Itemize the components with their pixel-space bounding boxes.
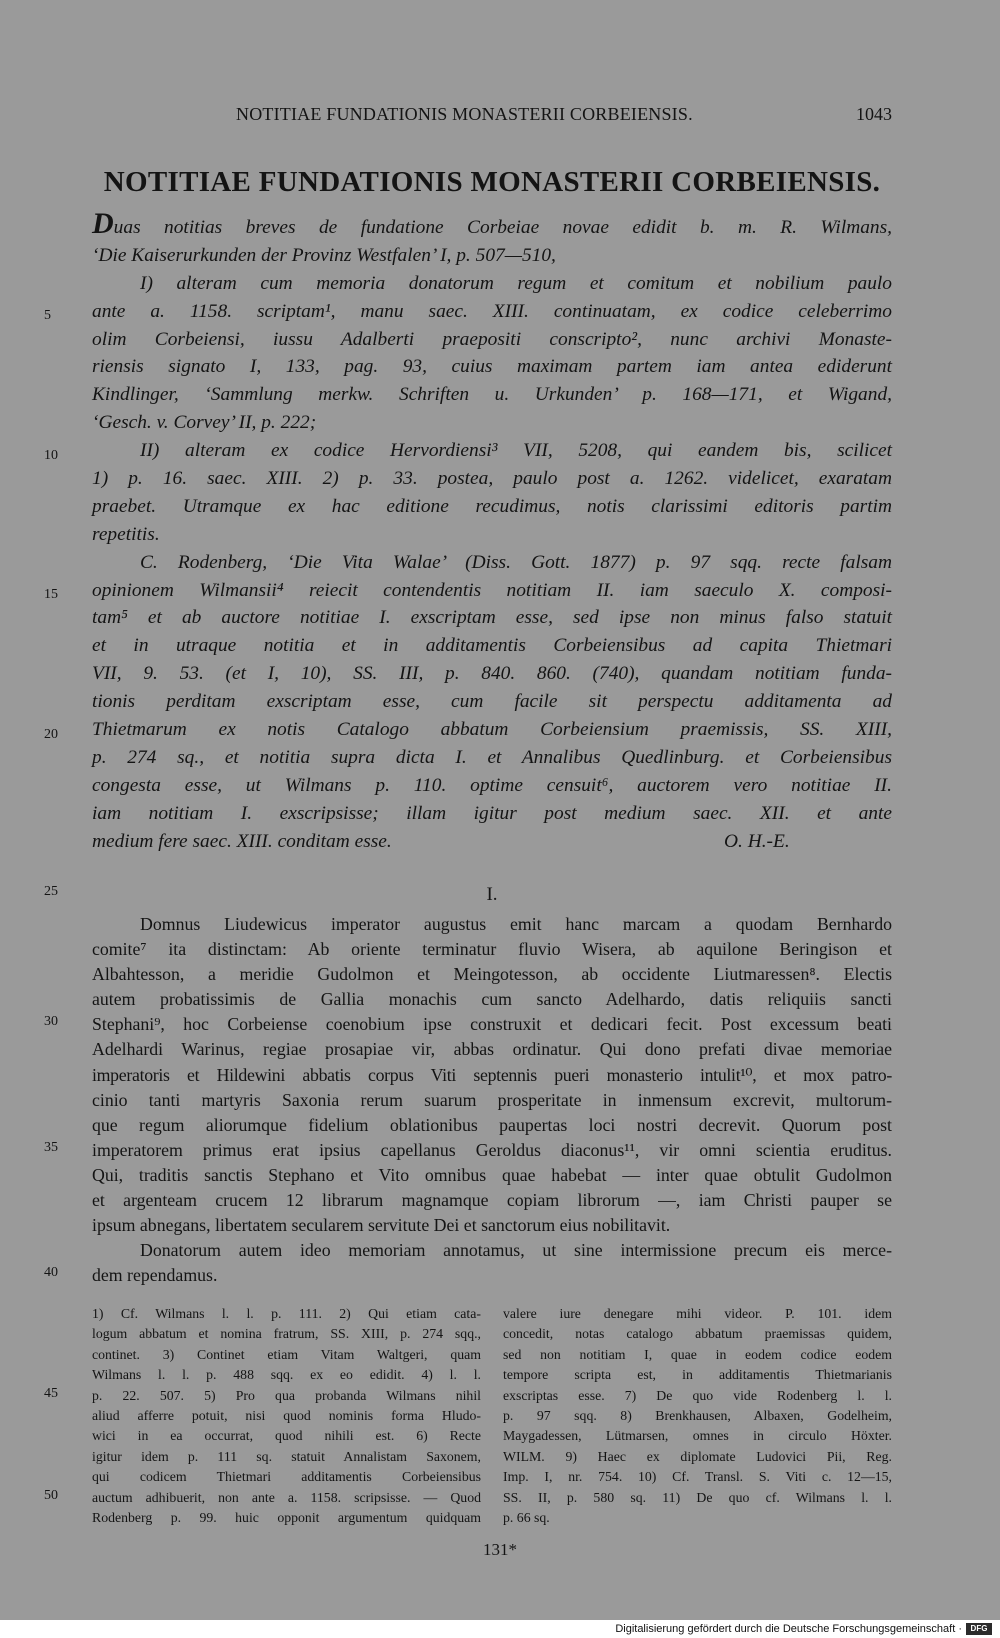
drop-cap: D (92, 207, 114, 240)
footnotes (92, 1304, 892, 1544)
footnotes-right-column (503, 1304, 892, 1528)
footnote-line: aliud afferre potuit, nisi quod nominis forma Hludo- (92, 1407, 481, 1423)
footnote-line: igitur idem p. 111 sq. statuit Annalistam Saxonem, (92, 1448, 481, 1464)
intro-line: Duas notitias breves de fundatione Corbeiae novae edidit b. m. R. Wilmans, (92, 207, 892, 240)
footnote-line: continet. 3) Continet etiam Vitam Waltgeri, quam (92, 1346, 481, 1362)
intro-line: congesta esse, ut Wilmans p. 110. optime censuit⁶, auctorem vero notitiae II. (92, 774, 892, 796)
footnote-line: p. 22. 507. 5) Pro qua probanda Wilmans nihil (92, 1387, 481, 1403)
intro-line: praebet. Utramque ex hac editione recudimus, notis clarissimi editoris partim (92, 495, 892, 517)
intro-line: iam notitiam I. exscripsisse; illam igitur post medium saec. XII. et ante (92, 802, 892, 824)
line-number: 35 (44, 1140, 58, 1155)
body-line: imperatoris et Hildewini abbatis corpus Viti septennis pueri monasterio intulit¹⁰, et mox patro- (92, 1064, 892, 1085)
line-number: 20 (44, 727, 58, 742)
intro-line: tionis perditam exscriptam esse, cum facile sit perspectu additamenta ad (92, 691, 892, 713)
footnote-line: Maygadessen, Lütmarsen, omnes in circulo Höxter. (503, 1428, 892, 1444)
intro-line: medium fere saec. XIII. conditam esse. O. H.-E. (92, 828, 892, 856)
body-line: que regum aliorumque fidelium oblationibus paupertas loci nostri decrevit. Quorum post (92, 1114, 892, 1135)
line-number: 30 (44, 1014, 58, 1029)
body-text (92, 912, 892, 1288)
intro-line: repetitis. (92, 523, 160, 545)
signature-mark: 131* (483, 1540, 517, 1559)
line-number: 5 (44, 308, 51, 323)
line-number: 10 (44, 448, 58, 463)
body-line: Qui, traditis sanctis Stephano et Vito omnibus quae habebat — inter quae obtulit Gudolmon (92, 1164, 892, 1185)
intro-line: ‘Gesch. v. Corvey’ II, p. 222; (92, 412, 317, 434)
footnote-line: sed non notitiam I, quae in eodem codice eodem (503, 1346, 892, 1362)
footnote-line: p. 66 sq. (503, 1509, 550, 1525)
footnote-line: tempore scripta est, in additamentis Thietmarianis (503, 1367, 892, 1383)
footnote-line: logum abbatum et nomina fratrum, SS. XIII, p. 274 sqq., (92, 1326, 481, 1342)
footnote-line: p. 97 sqq. 8) Brenkhausen, Albaxen, Godelheim, (503, 1407, 892, 1423)
body-line: et argenteam crucem 12 librarum magnamque copiam librorum —, iam Christi pauper se (92, 1190, 892, 1211)
intro-line: C. Rodenberg, ‘Die Vita Walae’ (Diss. Gott. 1877) p. 97 sqq. recte falsam (140, 551, 892, 573)
line-number: 40 (44, 1265, 58, 1280)
body-line: Stephani⁹, hoc Corbeiense coenobium ipse construxit et dedicari fecit. Post excessum beati (92, 1014, 892, 1035)
footnote-line: wici in ea occurrat, quod nihili est. 6) Recte (92, 1428, 481, 1444)
intro-line: ante a. 1158. scriptam¹, manu saec. XIII. continuatam, ex codice celeberrimo (92, 300, 892, 322)
dfg-logo-icon: DFG (966, 1623, 992, 1635)
intro-line: p. 274 sq., et notitia supra dicta I. et Annalibus Quedlinburg. et Corbeiensibus (92, 746, 892, 768)
section-numeral: I. (486, 884, 498, 905)
body-line: autem probatissimis de Gallia monachis cum sancto Adelhardo, datis reliquiis sancti (92, 989, 892, 1010)
intro-line: riensis signato I, 133, pag. 93, cuius maximam partem iam antea ediderunt (92, 356, 892, 378)
intro-line: II) alteram ex codice Hervordiensi³ VII, 5208, qui eandem bis, scilicet (140, 440, 892, 462)
body-line: Domnus Liudewicus imperator augustus emit hanc marcam a quodam Bernhardo (140, 914, 892, 934)
body-line: Albahtesson, a meridie Gudolmon et Meingotesson, ab occidente Liutmaressen⁸. Electis (92, 964, 892, 985)
line-number: 25 (44, 884, 58, 899)
footnote-line: valere iure denegare mihi videor. P. 101. idem (503, 1306, 892, 1321)
intro-line: Thietmarum ex notis Catalogo abbatum Corbeiensium praemissis, SS. XIII, (92, 719, 892, 741)
body-line: cinio tanti martyris Saxonia rerum suarum prosperitate in inmensum excrevit, multorum- (92, 1089, 892, 1110)
footnote-line: qui codicem Thietmari additamentis Corbeiensibus (92, 1469, 481, 1485)
footnote-line: auctum adhibuerit, non ante a. 1158. scripsisse. — Quod (92, 1489, 481, 1505)
body-line: comite⁷ ita distinctam: Ab oriente terminatur fluvio Wisera, ab aquilone Beringison et (92, 939, 892, 960)
intro-line: et in utraque notitia et in additamentis Corbeiensibus ad capita Thietmari (92, 635, 892, 657)
intro-paragraph (92, 207, 892, 855)
footnote-line: Wilmans l. l. p. 488 sqq. ex eo edidit. 4) l. l. (92, 1367, 481, 1383)
line-number: 45 (44, 1386, 58, 1401)
body-line: dem rependamus. (92, 1265, 218, 1286)
running-head (92, 104, 892, 132)
body-line: Adelhardi Warinus, regiae prosapiae vir, abbas ordinatur. Qui dono prefati divae memoriae (92, 1039, 892, 1060)
footnote-line: 1) Cf. Wilmans l. l. p. 111. 2) Qui etiam cata- (92, 1306, 481, 1321)
intro-line: Kindlinger, ‘Sammlung merkw. Schriften u. Urkunden’ p. 168—171, et Wigand, (92, 384, 892, 406)
footnotes-left-column (92, 1304, 481, 1528)
footnote-line: Imp. I, nr. 754. 10) Cf. Transl. S. Viti c. 12—15, (503, 1469, 892, 1485)
line-number: 50 (44, 1488, 58, 1503)
intro-line: opinionem Wilmansii⁴ reiecit contendentis notitiam II. iam saeculo X. composi- (92, 579, 892, 601)
intro-line: tam⁵ et ab auctore notitiae I. exscriptam esse, sed ipse non minus falso statuit (92, 607, 892, 629)
credit-text: Digitalisierung gefördert durch die Deutsche Forschungsgemeinschaft · (615, 1623, 962, 1635)
body-line: ipsum abnegans, libertatem secularem servitute Dei et sanctorum eius nobilitavit. (92, 1215, 671, 1236)
intro-line: VII, 9. 53. (et I, 10), SS. III, p. 840. 860. (740), quandam notitiam funda- (92, 663, 892, 685)
intro-line: olim Corbeiensi, iussu Adalberti praepositi conscripto², nunc archivi Monaste- (92, 328, 892, 350)
footnote-line: concedit, notas catalogo abbatum praemissas quidem, (503, 1326, 892, 1342)
intro-line: 1) p. 16. saec. XIII. 2) p. 33. postea, paulo post a. 1262. videlicet, exaratam (92, 468, 892, 490)
credit-bar (0, 1620, 1000, 1638)
editor-initials: O. H.-E. (724, 830, 790, 852)
intro-line: ‘Die Kaiserurkunden der Provinz Westfalen’ I, p. 507—510, (92, 244, 556, 266)
running-title: NOTITIAE FUNDATIONIS MONASTERII CORBEIENSIS. (236, 104, 693, 124)
main-title: NOTITIAE FUNDATIONIS MONASTERII CORBEIENSIS. (103, 166, 881, 198)
line-number: 15 (44, 587, 58, 602)
footnote-line: SS. II, p. 580 sq. 11) De quo cf. Wilmans l. l. (503, 1489, 892, 1505)
body-line: Donatorum autem ideo memoriam annotamus, ut sine intermissione precum eis merce- (140, 1240, 892, 1261)
footnote-line: Rodenberg p. 99. huic opponit argumentum quidquam (92, 1509, 481, 1525)
footnote-line: exscriptas esse. 7) De quo vide Rodenberg l. l. (503, 1387, 892, 1403)
page-number: 1043 (856, 104, 892, 124)
body-line: imperatorem primus erat ipsius capellanus Geroldus diaconus¹¹, vir omni scientia eruditus. (92, 1139, 892, 1160)
intro-line: I) alteram cum memoria donatorum regum et comitum et nobilium paulo (140, 272, 892, 294)
footnote-line: WILM. 9) Haec ex diplomate Ludovici Pii, Reg. (503, 1448, 892, 1464)
